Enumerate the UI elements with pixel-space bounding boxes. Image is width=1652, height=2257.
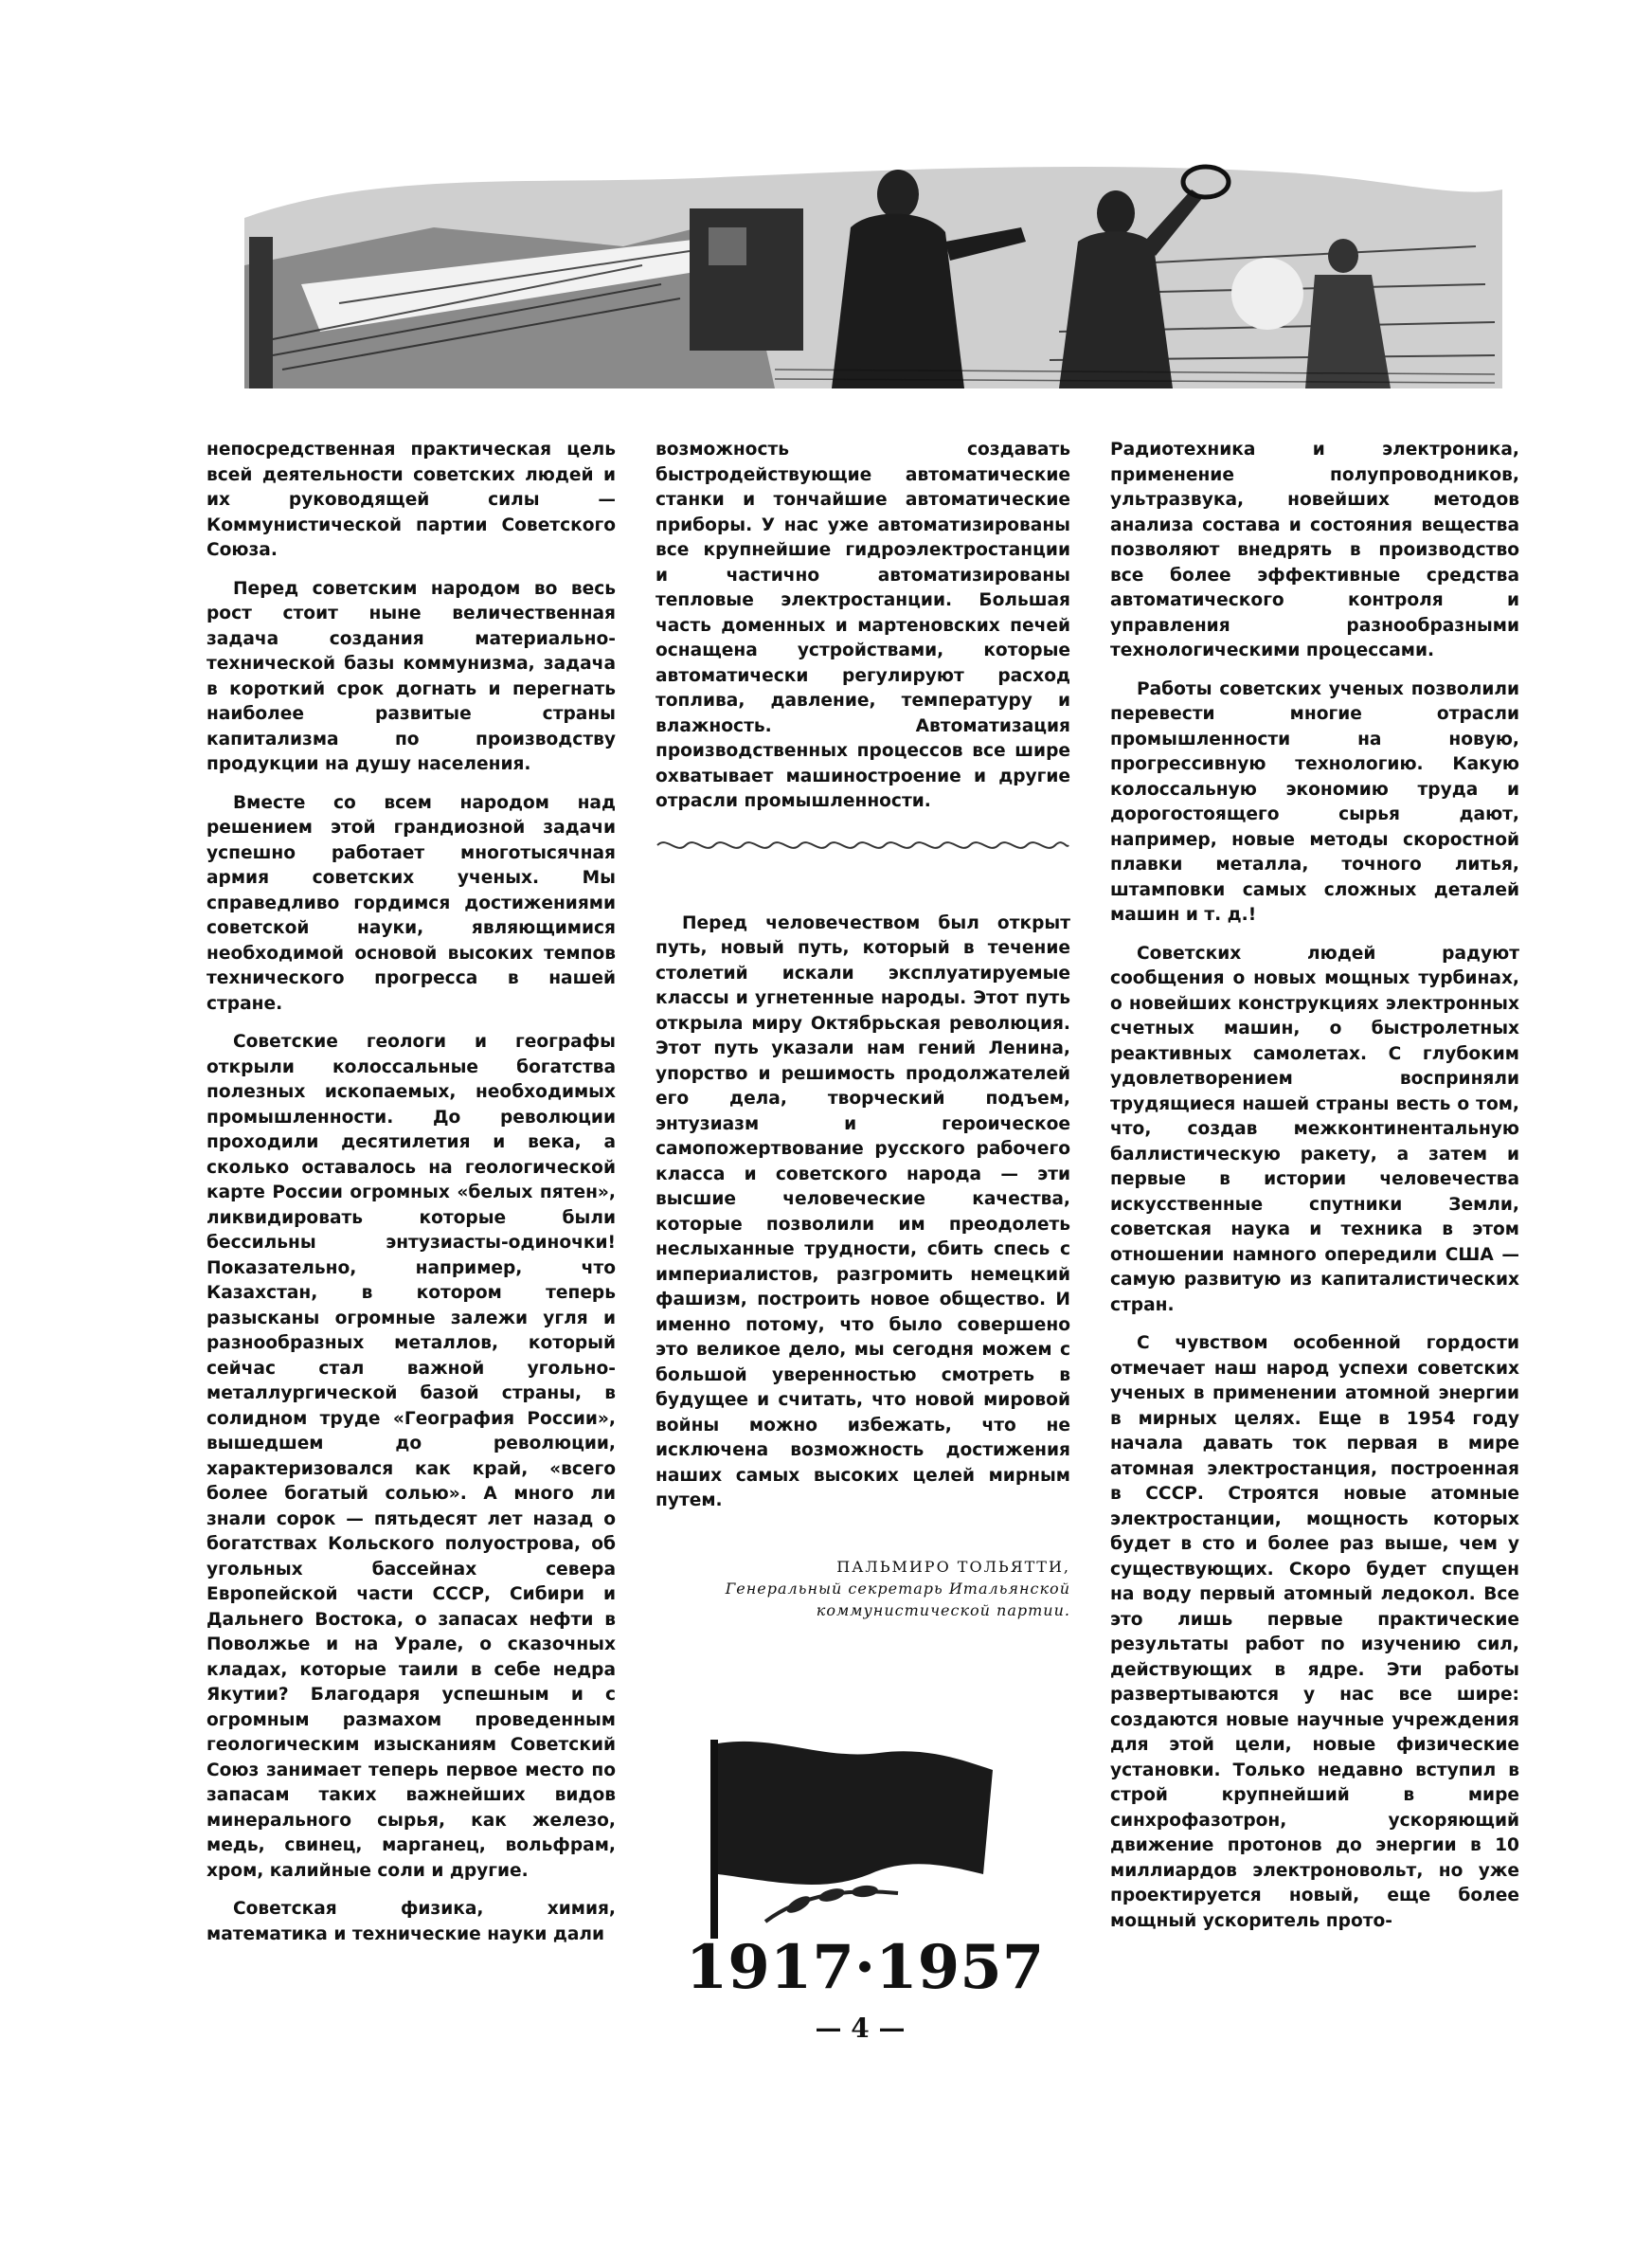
flag-emblem — [685, 1732, 1045, 2005]
paragraph: непосредственная практическая цель всей деятельности советских людей и их руководящей силы — Коммунистической партии Советского Союза. — [206, 440, 616, 560]
flag-icon — [718, 1742, 993, 1885]
paragraph: Радиотехника и электроника, применение полупроводников, ультразвука, новейших методов анализа состава и состояния вещества позволяют внедрять в производство все более эффективные средства автоматического контроля и управления разнообразными технологическими процессами. — [1110, 440, 1519, 660]
page-number: — 4 — — [815, 2013, 906, 2044]
paragraph: Советская физика, химия, математика и технические науки дали — [206, 1899, 616, 1944]
paragraph: Перед человечеством был открыт путь, новый путь, который в течение столетий искали эксплуатируемые классы и угнетенные народы. Этот путь открыла миру Октябрьская революция. Этот путь указали нам гений Ленина, упорство и решимость продолжателей его дела, творческий подъем, энтузиазм и героическое самопожертвование русского рабочего класса и советского народа — эти высшие человеческие качества, которые позволили им преодолеть неслыханные трудности, сбить спесь с империалистов, разгромить немецкий фашизм, построить новое общество. И именно потому, что было совершено это великое дело, мы сегодня можем с большой уверенностью смотреть в будущее и считать, что новой мировой войны можно избежать, что не исключена возможность достижения наших самых высоких целей мирным путем. — [655, 912, 1070, 1510]
section-divider-ornament — [655, 828, 1070, 860]
paragraph: возможность создавать быстродействующие автоматические станки и тончайшие автоматические приборы. У нас уже автоматизированы все крупнейшие гидроэлектростанции и частично автоматизированы тепловые электростанции. Большая часть доменных и мартеновских печей оснащена устройствами, которые автоматически регулируют расход топлива, давление, температуру и влажность. Автоматизация производственных процессов все шире охватывает машиностроение и другие отрасли промышленности. — [655, 440, 1070, 811]
header-illustration — [244, 152, 1502, 388]
paragraph: Перед советским народом во весь рост стоит ныне величественная задача создания материально-технической базы коммунизма, задача в короткий срок догнать и перегнать наиболее развитые страны капитализма по производству продукции на душу населения. — [206, 578, 616, 774]
flag-pole — [710, 1740, 718, 1939]
signature-role: Генеральный секретарь Итальянской коммунистической партии. — [725, 1579, 1070, 1619]
article-column-left — [206, 438, 616, 1960]
paragraph: Вместе со всем народом над решением этой грандиозной задачи успешно работает многотысячная армия советских ученых. Мы справедливо гордимся достижениями советской науки, являющимися необходимой основой высоких темпов технического прогресса в нашей стране. — [206, 792, 616, 1014]
emblem-years: 1917·1957 — [685, 1932, 1045, 2003]
article-column-right — [1110, 438, 1519, 1947]
paragraph: Советские геологи и географы открыли колоссальные богатства полезных ископаемых, необходимых промышленности. До революции проходили десятилетия и века, а сколько оставалось на геологической карте России огромных «белых пятен», ликвидировать которые были бессильны энтузиасты-одиночки! Показательно, например, что Казахстан, в котором теперь разысканы огромные залежи угля и разнообразных металлов, который сейчас стал важной угольно-металлургической базой страны, в солидном труде «География России», вышедшем до революции, характеризовался как край, «всего более богатый солью». А много ли знали сорок — пятьдесят лет назад о богатствах Кольского полуострова, об угольных бассейнах севера Европейской части СССР, Сибири и Дальнего Востока, о запасах нефти в Поволжье и на Урале, о сказочных кладах, которые таили в себе недра Якутии? Благодаря успешным и с огромным размахом проведенным геологическим изысканиям Советский Союз занимает теперь первое место по запасам таких важнейших видов минерального сырья, как железо, медь, свинец, марганец, вольфрам, хром, калийные соли и другие. — [206, 1032, 616, 1881]
article-column-middle — [655, 438, 1070, 1621]
paragraph: Советских людей радуют сообщения о новых мощных турбинах, о новейших конструкциях электронных счетных машин, о быстролетных реактивных самолетах. С глубоким удовлетворением восприняли трудящиеся нашей страны весть о том, что, создав межконтинентальную баллистическую ракету, а затем и первые в истории человечества искусственные спутники Земли, советская наука и техника в этом отношении намного опередили США — самую развитую из капиталистических стран. — [1110, 943, 1519, 1315]
paragraph: Работы советских ученых позволили перевести многие отрасли промышленности на новую, прогрессивную технологию. Какую колоссальную экономию труда и дорогостоящего сырья дают, например, новые методы скоростной плавки металла, точного литья, штамповки самых сложных деталей машин и т. д.! — [1110, 678, 1519, 925]
signature-block — [655, 1556, 1070, 1621]
paragraph: С чувством особенной гордости отмечает наш народ успехи советских ученых в применении атомной энергии в мирных целях. Еще в 1954 году начала давать ток первая в мире атомная электростанция, построенная в СССР. Строятся новые атомные электростанции, мощность которых будет в сто и более раз выше, чем у существующих. Скоро будет спущен на воду первый атомный ледокол. Все это лишь первые практические результаты работ по изучению сил, действующих в ядре. Эти работы развертываются у нас все шире: создаются новые научные учреждения для этой цели, новые физические установки. Только недавно вступил в строй крупнейший в мире синхрофазотрон, ускоряющий движение протонов до энергии в 10 миллиардов электроновольт, но уже проектируется новый, еще более мощный ускоритель прото- — [1110, 1333, 1519, 1931]
signature-name: ПАЛЬМИРО ТОЛЬЯТТИ, — [836, 1557, 1070, 1576]
